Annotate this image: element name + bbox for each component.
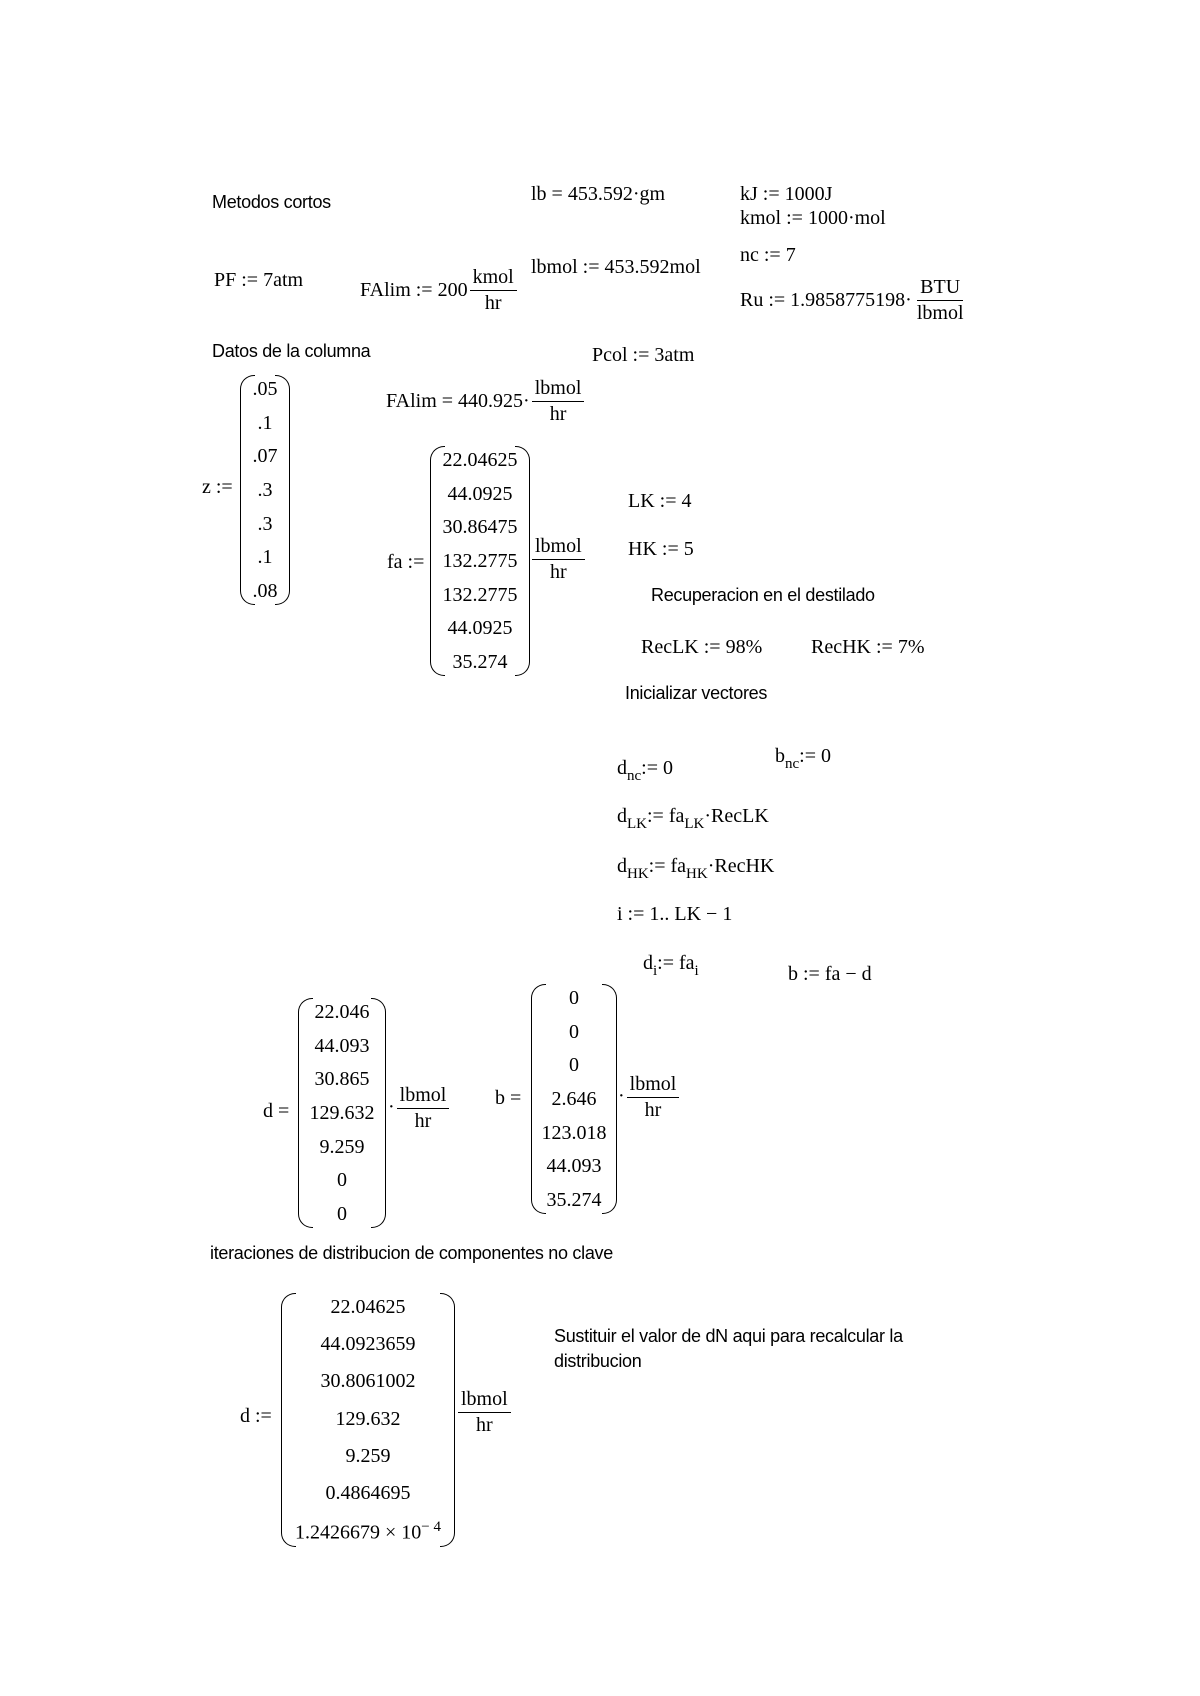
ru-unit <box>914 276 967 325</box>
init-b-nc <box>775 745 831 773</box>
ru-lhs: Ru := 1.9858775198· <box>740 289 912 311</box>
b-nc-base: b <box>775 745 785 767</box>
falim2-unit <box>532 377 585 426</box>
def-reclk: RecLK := 98% <box>641 636 763 658</box>
bracket-right <box>602 984 617 1214</box>
d-hk-base: d <box>617 855 627 877</box>
d-nc-sub: nc <box>627 768 642 784</box>
fa-cell: 22.04625 <box>442 449 518 471</box>
falim2-lhs: FAlim = 440.925· <box>386 390 530 412</box>
d-lk-rest: ·RecLK <box>704 805 769 827</box>
def-ru <box>740 276 969 325</box>
b-result-cell: 0 <box>569 1020 579 1043</box>
bracket-left <box>281 1293 296 1547</box>
b-result-unit: · $\frac{\text{lbmol}}{hr}$ <box>618 1073 681 1122</box>
d-result-unit-num: lbmol <box>397 1084 450 1109</box>
z-cell: .08 <box>252 579 278 602</box>
b-result-cell: 123.018 <box>541 1121 607 1144</box>
init-d-lk <box>617 805 769 833</box>
d-new-matrix <box>281 1293 455 1547</box>
def-falim-kmol <box>360 266 519 315</box>
b-nc-sub: nc <box>785 756 800 772</box>
z-cell: .05 <box>252 378 278 400</box>
iteraciones-label: iteraciones de distribucion de componentes no clave <box>210 1243 613 1263</box>
d-result-cell: 0 <box>337 1202 347 1225</box>
bracket-right <box>440 1293 455 1547</box>
d-result-label: d = <box>263 1100 290 1122</box>
d-result-cell: 129.632 <box>309 1101 375 1124</box>
d-hk-rest: ·RecHK <box>707 855 775 877</box>
d-result-cell: 0 <box>337 1169 347 1192</box>
falim1-unit <box>470 266 517 315</box>
z-cell: .3 <box>257 478 273 501</box>
d-result-cell: 22.046 <box>314 1001 370 1023</box>
ru-unit-num: BTU <box>917 276 963 301</box>
b-result-cell: 0 <box>569 1054 579 1077</box>
bracket-left <box>430 446 445 676</box>
fa-unit-den: hr <box>550 561 567 583</box>
z-cell: .1 <box>257 411 273 434</box>
d-lk-base: d <box>617 805 627 827</box>
d-result-cell: 44.093 <box>314 1034 370 1057</box>
d-lk-sub2: LK <box>684 816 705 832</box>
falim1-lhs: FAlim := 200 <box>360 279 468 301</box>
falim2-unit-num: lbmol <box>532 377 585 402</box>
def-lb: lb = 453.592·gm <box>531 183 666 205</box>
d-i-sub2: i <box>694 963 699 979</box>
fa-unit-num: lbmol <box>532 535 585 560</box>
d-new-cell: 129.632 <box>335 1407 401 1430</box>
d-new-unit-den: hr <box>476 1414 493 1436</box>
recuperacion-label: Recuperacion en el destilado <box>651 585 875 605</box>
d-lk-sub: LK <box>627 816 647 832</box>
d-new-cell: 9.259 <box>345 1444 391 1467</box>
def-b-calc: b := fa − d <box>788 963 872 985</box>
falim1-unit-den: hr <box>484 292 502 314</box>
fa-unit <box>530 535 587 584</box>
def-kj: kJ := 1000J <box>740 183 833 205</box>
init-d-i <box>643 952 699 980</box>
d-i-mid: := fa <box>657 952 695 974</box>
b-result-label: b = <box>495 1087 522 1109</box>
def-rechk: RecHK := 7% <box>811 636 925 658</box>
b-result-cell: 35.274 <box>546 1188 602 1211</box>
def-pcol: Pcol := 3atm <box>592 344 695 366</box>
def-pf: PF := 7atm <box>214 269 304 291</box>
init-d-hk <box>617 855 774 883</box>
d-result-unit-den: hr <box>414 1110 432 1132</box>
bracket-right <box>515 446 530 676</box>
d-new-unit <box>456 1388 513 1437</box>
d-new-cell-last: $1.2426679 \times 10^{- 4}$ <box>295 1519 441 1544</box>
b-result-matrix <box>531 984 617 1214</box>
d-hk-sub: HK <box>627 866 649 882</box>
d-nc-rest: := 0 <box>641 757 674 779</box>
sustituir-note: Sustituir el valor de dN aqui para recalcular la distribucion <box>554 1326 903 1372</box>
d-i-sub: i <box>653 963 658 979</box>
d-nc-base: d <box>617 757 627 779</box>
bracket-left <box>298 998 313 1228</box>
inicializar-label: Inicializar vectores <box>625 683 768 703</box>
fa-label: fa := <box>387 551 425 573</box>
z-label: z := <box>202 476 233 498</box>
fa-cell: 30.86475 <box>442 516 518 539</box>
d-hk-mid: := fa <box>648 855 687 877</box>
ru-unit-den: lbmol <box>916 302 964 324</box>
d-result-cell: 9.259 <box>319 1135 365 1158</box>
d-result-unit: · $\frac{\text{lbmol}}{hr}$ <box>388 1084 451 1133</box>
b-result-cell: 0 <box>569 987 579 1009</box>
d-new-cell: 30.8061002 <box>320 1370 416 1393</box>
falim1-unit-num: kmol <box>470 266 517 291</box>
fa-cell: 132.2775 <box>442 583 518 606</box>
z-cell: .1 <box>257 546 273 569</box>
d-new-cell: 44.0923659 <box>320 1333 416 1356</box>
bracket-right <box>275 375 290 605</box>
b-result-unit-num: lbmol <box>627 1073 680 1098</box>
d-new-unit-num: lbmol <box>458 1388 511 1413</box>
z-cell: .07 <box>252 445 278 468</box>
section-title-datos: Datos de la columna <box>212 341 371 361</box>
def-hk: HK := 5 <box>628 538 694 560</box>
def-i-range: i := 1.. LK − 1 <box>617 903 733 925</box>
init-d-nc <box>617 757 673 785</box>
fa-cell: 44.0925 <box>447 617 513 640</box>
fa-cell: 44.0925 <box>447 482 513 505</box>
def-kmol: kmol := 1000·mol <box>740 207 886 229</box>
d-new-label: d := <box>240 1405 272 1427</box>
z-matrix <box>240 375 290 605</box>
fa-matrix <box>430 446 530 676</box>
bracket-left <box>531 984 546 1214</box>
fa-cell: 132.2775 <box>442 549 518 572</box>
bracket-left <box>240 375 255 605</box>
def-lk: LK := 4 <box>628 490 692 512</box>
z-cell: .3 <box>257 512 273 535</box>
falim-result <box>386 377 586 426</box>
b-result-unit-den: hr <box>644 1099 662 1121</box>
bracket-right <box>371 998 386 1228</box>
section-title-metodos: Metodos cortos <box>212 192 331 212</box>
d-hk-sub2: HK <box>686 866 708 882</box>
d-result-matrix <box>298 998 386 1228</box>
d-result-cell: 30.865 <box>314 1068 370 1091</box>
falim2-unit-den: hr <box>549 403 567 425</box>
d-i-base: d <box>643 952 653 974</box>
d-new-cell: 22.04625 <box>330 1296 406 1318</box>
def-lbmol: lbmol := 453.592mol <box>531 256 701 278</box>
b-nc-rest: := 0 <box>799 745 832 767</box>
d-new-cell: 0.4864695 <box>325 1482 411 1505</box>
b-result-cell: 2.646 <box>551 1087 597 1110</box>
fa-cell: 35.274 <box>452 650 508 673</box>
def-nc: nc := 7 <box>740 244 796 266</box>
d-lk-mid: := fa <box>647 805 685 827</box>
b-result-cell: 44.093 <box>546 1155 602 1178</box>
